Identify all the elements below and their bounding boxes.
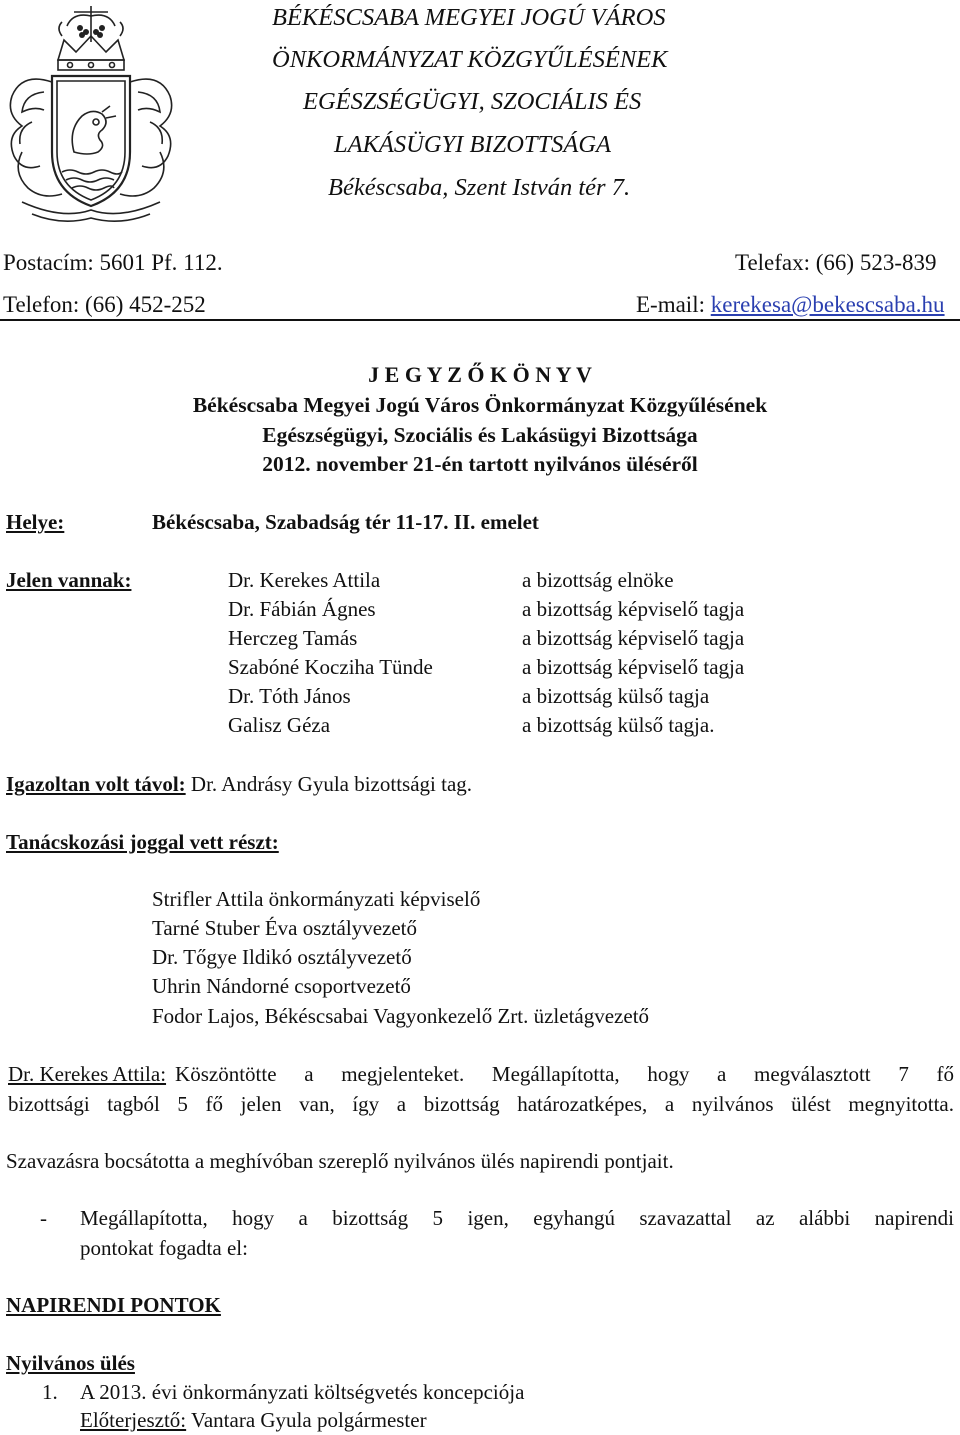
attendee-role: a bizottság képviselő tagja	[522, 597, 745, 621]
public-session-heading: Nyilvános ülés	[6, 1351, 135, 1375]
attendee-role: a bizottság elnöke	[522, 568, 674, 592]
presenter-line	[80, 1408, 427, 1433]
attendee-name: Herczeg Tamás	[228, 626, 358, 650]
agenda-item-text: A 2013. évi önkormányzati költségvetés koncepciója	[80, 1380, 525, 1404]
location-label: Helye:	[6, 510, 65, 534]
vote-result-line-1: Megállapította, hogy a bizottság 5 igen, egyhangú szavazattal az alábbi napirendi	[80, 1206, 954, 1230]
opening-speaker: Dr. Kerekes Attila:	[8, 1062, 167, 1086]
title-line-2: Egészségügyi, Szociális és Lakásügyi Bizottsága	[262, 423, 698, 447]
opening-text: Köszöntötte a megjelenteket. Megállapította, hogy a megválasztott 7 fő	[175, 1062, 954, 1086]
title-line-1: Békéscsaba Megyei Jogú Város Önkormányzat Közgyűlésének	[192, 393, 768, 417]
vote-result-line-2: pontokat fogadta el:	[80, 1236, 248, 1260]
absent-value: Dr. Andrásy Gyula bizottsági tag.	[185, 772, 473, 796]
title-line-3: 2012. november 21-én tartott nyilvános üléséről	[262, 452, 698, 476]
attendee-name: Dr. Tóth János	[228, 684, 351, 708]
attendee-role: a bizottság külső tagja.	[522, 713, 715, 737]
attendee-name: Dr. Kerekes Attila	[228, 568, 381, 592]
header-divider	[0, 319, 960, 321]
attendee-name: Galisz Géza	[228, 713, 331, 737]
advisory-person: Uhrin Nándorné csoportvezető	[152, 974, 411, 998]
agenda-heading: NAPIRENDI PONTOK	[6, 1293, 221, 1317]
letterhead-line-1: BÉKÉSCSABA MEGYEI JOGÚ VÁROS	[272, 4, 666, 31]
email-line	[636, 292, 945, 318]
letterhead-address: Békéscsaba, Szent István tér 7.	[328, 174, 631, 201]
agenda-item-number: 1.	[42, 1380, 58, 1404]
email-link[interactable]: kerekesa@bekescsaba.hu	[710, 292, 945, 317]
opening-line-1	[8, 1062, 954, 1087]
attendee-name: Dr. Fábián Ágnes	[228, 597, 376, 621]
attendee-role: a bizottság képviselő tagja	[522, 626, 745, 650]
advisory-person: Fodor Lajos, Békéscsabai Vagyonkezelő Zrt. üzletágvezető	[152, 1004, 650, 1028]
opening-line-2: bizottsági tagból 5 fő jelen van, így a bizottság határozatképes, a nyilvános ülést megnyitotta.	[8, 1092, 954, 1116]
advisory-label: Tanácskozási joggal vett részt:	[6, 830, 279, 854]
letterhead-line-4: LAKÁSÜGYI BIZOTTSÁGA	[334, 131, 612, 158]
bullet-dash: -	[40, 1206, 47, 1230]
postal-address: Postacím: 5601 Pf. 112.	[3, 250, 223, 275]
attendees-label: Jelen vannak:	[6, 568, 132, 592]
email-label: E-mail:	[636, 292, 711, 317]
presenter-name: Vantara Gyula polgármester	[186, 1408, 427, 1432]
attendee-name: Szabóné Kocziha Tünde	[228, 655, 433, 679]
letterhead-line-3: EGÉSZSÉGÜGYI, SZOCIÁLIS ÉS	[303, 88, 642, 115]
city-coat-of-arms	[2, 2, 180, 228]
location-value: Békéscsaba, Szabadság tér 11-17. II. emelet	[152, 510, 539, 534]
phone-number: Telefon: (66) 452-252	[3, 292, 206, 317]
advisory-person: Tarné Stuber Éva osztályvezető	[152, 916, 418, 940]
presenter-label: Előterjesztő:	[80, 1408, 187, 1432]
letterhead-line-2: ÖNKORMÁNYZAT KÖZGYŰLÉSÉNEK	[272, 46, 668, 73]
absent-line	[6, 772, 472, 797]
attendee-role: a bizottság képviselő tagja	[522, 655, 745, 679]
advisory-person: Strifler Attila önkormányzati képviselő	[152, 887, 481, 911]
fax-number: Telefax: (66) 523-839	[735, 250, 937, 275]
attendee-role: a bizottság külső tagja	[522, 684, 710, 708]
document-title: J E G Y Z Ő K Ö N Y V	[368, 362, 592, 387]
vote-intro: Szavazásra bocsátotta a meghívóban szereplő nyilvános ülés napirendi pontjait.	[6, 1149, 674, 1173]
absent-label: Igazoltan volt távol:	[6, 772, 186, 796]
advisory-person: Dr. Tőgye Ildikó osztályvezető	[152, 945, 412, 969]
